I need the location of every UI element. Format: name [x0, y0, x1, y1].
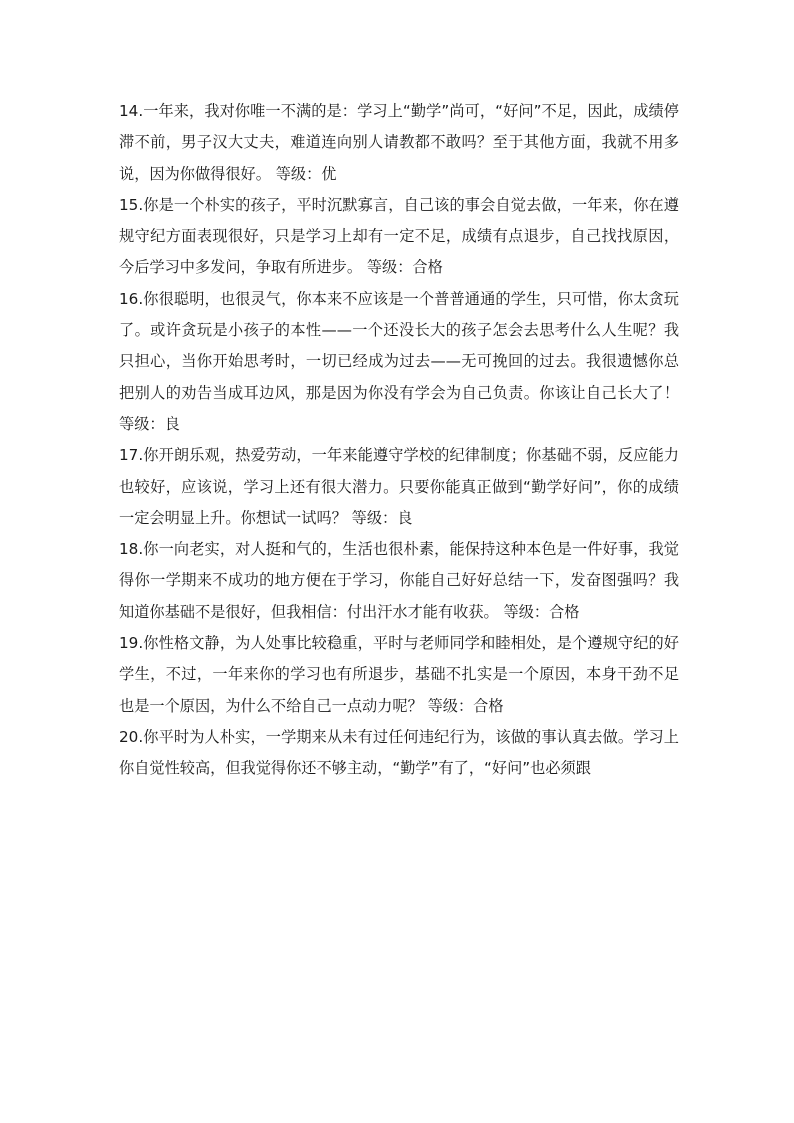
comment-paragraph-15: 15.你是一个朴实的孩子，平时沉默寡言，自己该的事会自觉去做，一年来，你在遵规守纪方面表现很好，只是学习上却有一定不足，成绩有点退步，自己找找原因，今后学习中多发问，争取有所进步。 等级：合格 — [119, 195, 679, 277]
comment-paragraph-18: 18.你一向老实，对人挺和气的，生活也很朴素，能保持这种本色是一件好事，我觉得你一学期来不成功的地方便在于学习，你能自己好好总结一下，发奋图强吗？我知道你基础不是很好，但我相信：付出汗水才能有收获。 等级：合格 — [119, 540, 679, 621]
document-page — [119, 96, 679, 785]
comment-paragraph-19: 19.你性格文静，为人处事比较稳重，平时与老师同学和睦相处，是个遵规守纪的好学生，不过，一年来你的学习也有所退步，基础不扎实是一个原因，本身干劲不足也是一个原因，为什么不给自己一点动力呢？ 等级：合格 — [119, 634, 679, 715]
comment-paragraph-14: 14.一年来，我对你唯一不满的是：学习上“勤学”尚可，“好问”不足，因此，成绩停滞不前，男子汉大丈夫，难道连向别人请教都不敢吗？至于其他方面，我就不用多说，因为你做得很好。 等级：优 — [119, 102, 679, 183]
comment-paragraph-20: 20.你平时为人朴实，一学期来从未有过任何违纪行为，该做的事认真去做。学习上你自觉性较高，但我觉得你还不够主动，“勤学”有了，“好问”也必须跟 — [119, 727, 679, 778]
comment-paragraph-17: 17.你开朗乐观，热爱劳动，一年来能遵守学校的纪律制度；你基础不弱，反应能力也较好，应该说，学习上还有很大潜力。只要你能真正做到“勤学好问”，你的成绩一定会明显上升。你想试一试吗？ 等级：良 — [119, 446, 679, 527]
comment-paragraph-16: 16.你很聪明，也很灵气，你本来不应该是一个普普通通的学生，只可惜，你太贪玩了。或许贪玩是小孩子的本性——一个还没长大的孩子怎会去思考什么人生呢？我只担心，当你开始思考时，一切已经成为过去——无可挽回的过去。我很遗憾你总把别人的劝告当成耳边风，那是因为你没有学会为自己负责。你该让自己长大了！ 等级：良 — [119, 289, 679, 433]
